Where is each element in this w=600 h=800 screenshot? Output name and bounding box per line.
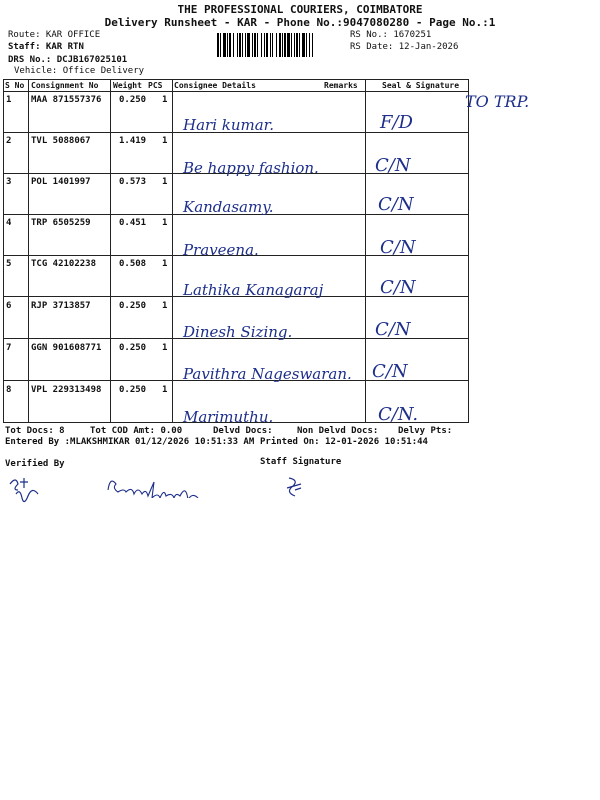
barcode-image bbox=[217, 33, 347, 57]
row-consignee-handwriting: Kandasamy. bbox=[183, 198, 274, 216]
row-seal-handwriting: C/N bbox=[380, 277, 416, 298]
row-consignment-no: RJP 3713857 bbox=[31, 301, 91, 311]
row-weight: 1.419 bbox=[119, 136, 147, 146]
row-consignment-no: TVL 5088067 bbox=[31, 136, 91, 146]
row-sno: 3 bbox=[6, 177, 12, 187]
row-consignment-no: VPL 229313498 bbox=[31, 385, 102, 395]
row-pcs: 1 bbox=[162, 385, 168, 395]
row-sno: 8 bbox=[6, 385, 12, 395]
row-sno: 2 bbox=[6, 136, 12, 146]
row-weight: 0.250 bbox=[119, 95, 147, 105]
row-sno: 1 bbox=[6, 95, 12, 105]
row-sno: 7 bbox=[6, 343, 12, 353]
rs-date: RS Date: 12-Jan-2026 bbox=[350, 42, 459, 52]
verified-by-label: Verified By bbox=[5, 459, 65, 469]
row-consignment-no: POL 1401997 bbox=[31, 177, 91, 187]
row-seal-handwriting: C/N bbox=[375, 155, 411, 176]
non-delvd-docs: Non Delvd Docs: bbox=[297, 426, 379, 436]
row-seal-handwriting: C/N bbox=[378, 194, 414, 215]
row-seal-handwriting: C/N bbox=[375, 319, 411, 340]
row-seal-handwriting: C/N. bbox=[378, 404, 419, 425]
row-seal-handwriting: C/N bbox=[380, 237, 416, 258]
row-pcs: 1 bbox=[162, 95, 168, 105]
verifier-signature-1 bbox=[6, 472, 46, 512]
row-weight: 0.250 bbox=[119, 301, 147, 311]
row-consignment-no: GGN 901608771 bbox=[31, 343, 102, 353]
row-consignee-handwriting: Be happy fashion. bbox=[183, 159, 319, 177]
row-weight: 0.508 bbox=[119, 259, 147, 269]
row-seal-handwriting: F/D bbox=[380, 112, 413, 133]
header-consignee: Consignee Details bbox=[174, 81, 256, 90]
row-consignment-no: TCG 42102238 bbox=[31, 259, 97, 269]
header-seal: Seal & Signature bbox=[382, 81, 460, 90]
row-pcs: 1 bbox=[162, 136, 168, 146]
row-consignee-handwriting: Praveena. bbox=[183, 241, 259, 259]
staff-label: Staff: KAR RTN bbox=[8, 42, 84, 52]
row-consignment-no: MAA 871557376 bbox=[31, 95, 102, 105]
tot-docs: Tot Docs: 8 bbox=[5, 426, 65, 436]
entered-by: Entered By :MLAKSHMIKAR 01/12/2026 10:51:33 AM bbox=[5, 437, 255, 447]
row-weight: 0.250 bbox=[119, 343, 147, 353]
vehicle-label: Vehicle: Office Delivery bbox=[14, 66, 145, 76]
header-weight: Weight bbox=[113, 81, 142, 90]
header-sno: S No bbox=[5, 81, 25, 90]
row-pcs: 1 bbox=[162, 177, 168, 187]
row-sno: 4 bbox=[6, 218, 12, 228]
row-consignee-handwriting: Lathika Kanagaraj bbox=[183, 281, 324, 299]
row-consignee-handwriting: Marimuthu. bbox=[183, 408, 274, 426]
row-pcs: 1 bbox=[162, 301, 168, 311]
row-weight: 0.250 bbox=[119, 385, 147, 395]
delvy-pts: Delvy Pts: bbox=[398, 426, 453, 436]
row-sno: 5 bbox=[6, 259, 12, 269]
header-pcs: PCS bbox=[148, 81, 163, 90]
row-sno: 6 bbox=[6, 301, 12, 311]
row-pcs: 1 bbox=[162, 218, 168, 228]
row-weight: 0.451 bbox=[119, 218, 147, 228]
row-consignee-handwriting: Dinesh Sizing. bbox=[183, 323, 293, 341]
row-consignee-handwriting: Pavithra Nageswaran. bbox=[183, 365, 352, 383]
runsheet-subtitle: Delivery Runsheet - KAR - Phone No.:9047080280 - Page No.:1 bbox=[104, 16, 496, 29]
row-consignee-handwriting: Hari kumar. bbox=[183, 116, 274, 134]
row-consignment-no: TRP 6505259 bbox=[31, 218, 91, 228]
delvd-docs: Delvd Docs: bbox=[213, 426, 273, 436]
row-pcs: 1 bbox=[162, 343, 168, 353]
route-label: Route: KAR OFFICE bbox=[8, 30, 101, 40]
verifier-signature-2 bbox=[104, 474, 214, 498]
row-weight: 0.573 bbox=[119, 177, 147, 187]
company-title: THE PROFESSIONAL COURIERS, COIMBATORE bbox=[177, 3, 423, 16]
printed-on: Printed On: 12-01-2026 10:51:44 bbox=[260, 437, 428, 447]
header-remarks: Remarks bbox=[324, 81, 358, 90]
staff-signature-label: Staff Signature bbox=[260, 457, 342, 467]
tot-cod: Tot COD Amt: 0.00 bbox=[90, 426, 183, 436]
rs-number: RS No.: 1670251 bbox=[350, 30, 432, 40]
row-pcs: 1 bbox=[162, 259, 168, 269]
handwritten-note: TO TRP. bbox=[465, 92, 530, 111]
drs-number: DRS No.: DCJB167025101 bbox=[8, 55, 128, 65]
staff-signature-mark bbox=[283, 474, 307, 498]
header-consignment: Consignment No bbox=[31, 81, 99, 90]
row-seal-handwriting: C/N bbox=[372, 361, 408, 382]
